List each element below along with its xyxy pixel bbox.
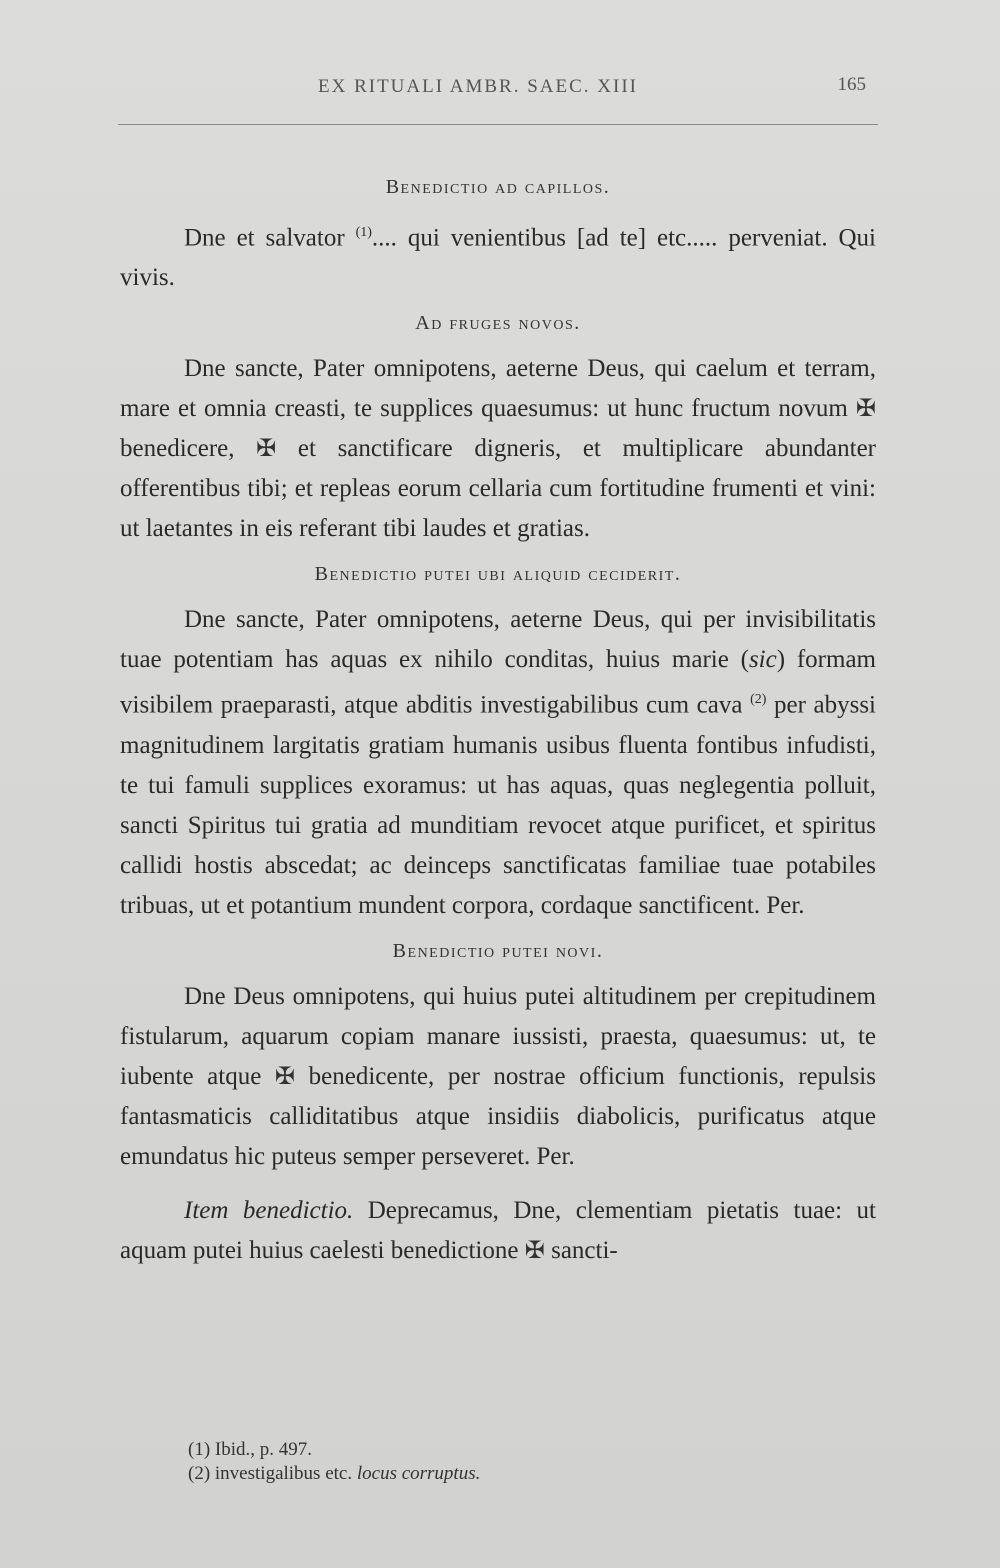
page-header [118,72,878,112]
footnote-mark: (1) [188,1439,211,1460]
footnote [188,1438,828,1462]
footnote-mark: (2) [188,1463,211,1484]
cross-icon: ✠ [274,1063,296,1090]
section-heading: Ad fruges novos. [415,312,581,335]
footnote-text: investigalibus etc. [210,1463,357,1484]
running-title: EX RITUALI AMBR. SAEC. XIII [318,76,638,97]
section-paragraph [120,213,876,298]
section-heading: Benedictio putei novi. [392,939,604,962]
footnote-mark: (1) [355,225,372,240]
sic-note: sic [748,646,777,674]
text-run: benedicere, [120,435,257,463]
footnote-mark: (2) [750,692,767,708]
section-heading: Benedictio putei ubi aliquid ceciderit. [314,563,682,586]
header-rule [118,124,878,125]
cross-icon: ✠ [524,1237,545,1264]
text-run: benedicente, per nostrae officium functionis, repulsis fantasmaticis calliditatibus atque insidiis diabolicis, purificatus atque emundatus hic puteus semper perseveret. Per. [120,1062,876,1170]
text-run: Dne sancte, Pater omnipotens, aeterne Deus, qui per invisibilitatis tuae potentiam has aquas ex nihilo conditas, huius marie ( [120,606,876,674]
text-run: per abyssi magnitudinem largitatis gratiam humanis usibus fluenta fontibus infudisti, te tui famuli supplices exoramus: ut has aquas, quas neglegentia polluit, sancti Spiritus tui gratia ad munditiam revocet atque purificet, et spiritus callidi hostis abscedat; ac deinceps sanctificatas familiae tuae potabiles tribuas, ut et potantium mundent corpora, cordaque sanctificent. Per. [120,691,876,919]
text-run: et sanctificare digneris, et multiplicare abundanter offerentibus tibi; et repleas eorum cellaria cum fortitudine frumenti et vini: ut laetantes in eis referant tibi laudes et gratias. [120,435,876,543]
text-run: ) formam visibilem praeparasti, atque abditis investigabilibus cum cava [120,646,876,719]
item-label: Item benedictio. [184,1196,354,1224]
footnote-text: Ibid., p. 497. [210,1439,313,1460]
text-run: Dne Deus omnipotens, qui huius putei altitudinem per crepitudinem fistularum, aquarum copiam manare iussisti, praesta, quaesumus: ut, te iubente atque [120,982,876,1090]
section-paragraph [120,349,876,549]
text-run: Deprecamus, Dne, clementiam pietatis tuae: ut aquam putei huius caelesti benedictione [120,1196,876,1264]
section-heading: Benedictio ad capillos. [385,176,611,198]
text-run: .... qui venientibus [ad te] etc..... perveniat. Qui vivis. [120,224,876,292]
footnote [188,1462,828,1486]
text-run: Dne et salvator [184,224,356,252]
section-paragraph [120,1191,876,1271]
text-run: sancti- [544,1236,618,1264]
footnotes [188,1438,828,1486]
page-body [120,176,876,1285]
footnote-italic: locus corruptus. [356,1463,481,1484]
cross-icon: ✠ [256,436,277,463]
page-number: 165 [837,74,866,95]
text-run: Dne sancte, Pater omnipotens, aeterne Deus, qui caelum et terram, mare et omnia creasti, te supplices quaesumus: ut hunc fructum novum [120,355,876,423]
section-paragraph [120,977,876,1177]
cross-icon: ✠ [855,396,876,423]
section-paragraph [120,600,876,925]
